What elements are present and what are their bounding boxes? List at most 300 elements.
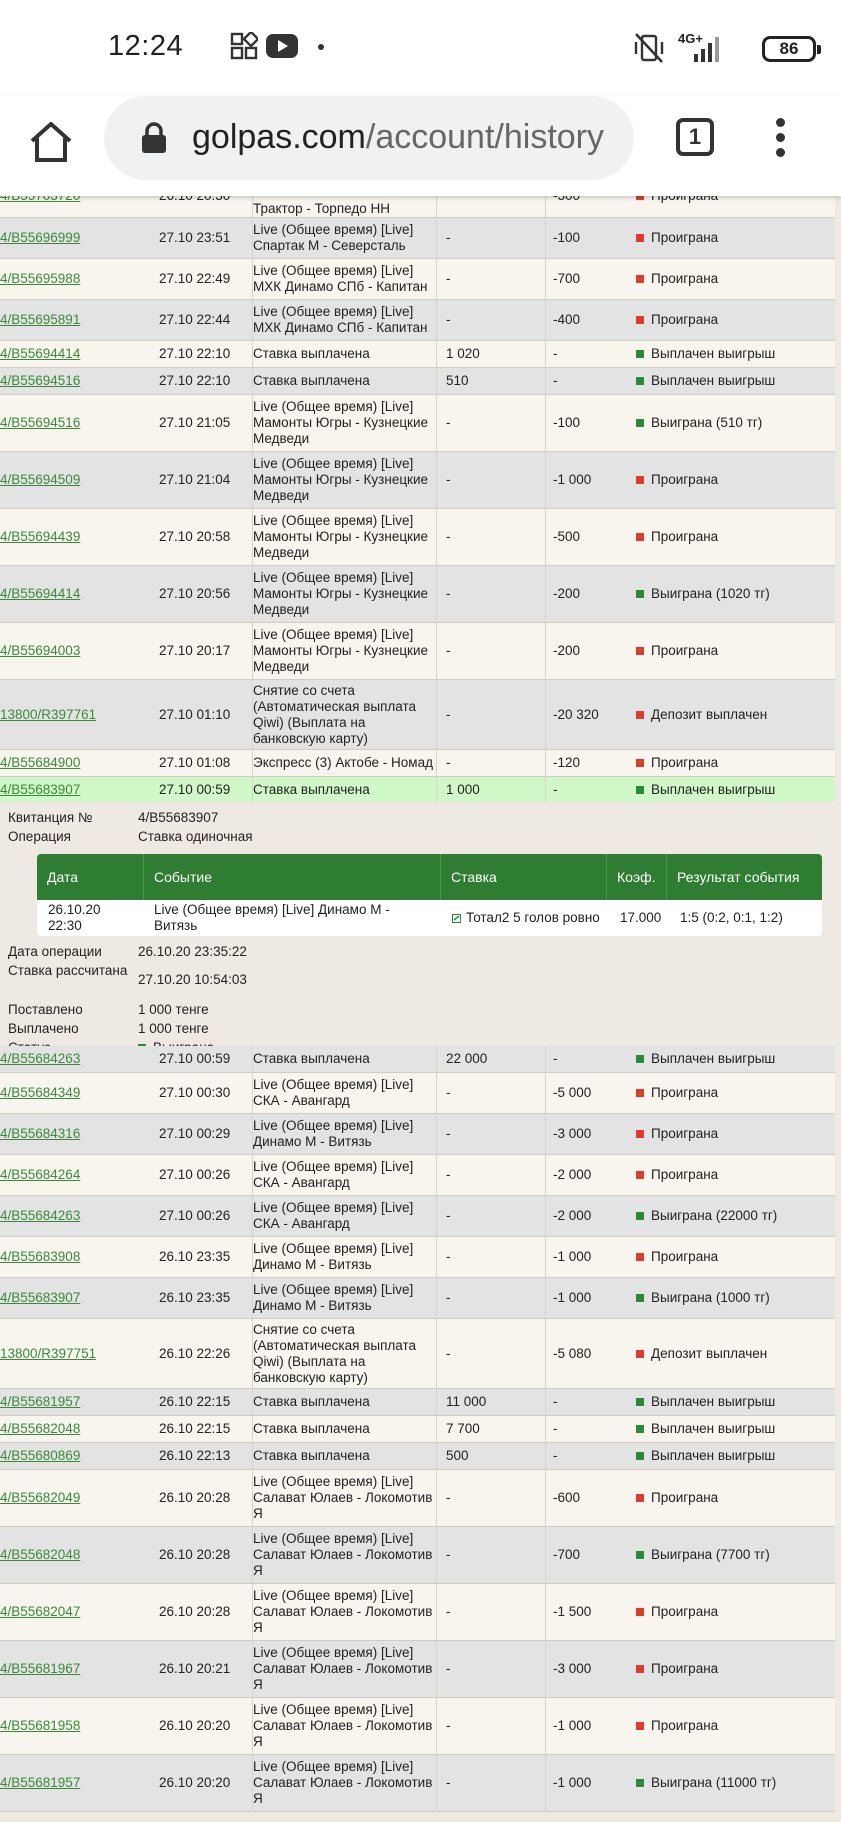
status-square-icon — [636, 1779, 644, 1787]
receipt-cell — [0, 1416, 150, 1442]
receipt-cell — [0, 509, 150, 565]
table-row — [0, 395, 835, 452]
receipt-link[interactable]: 4/B55695988 — [0, 271, 81, 286]
receipt-link[interactable]: 4/B55680869 — [0, 1448, 81, 1463]
date-cell: 26.10 23:35 — [159, 1290, 231, 1305]
stake-cell: - — [436, 395, 538, 451]
event-cell — [252, 1046, 436, 1072]
event-cell — [252, 1196, 436, 1236]
event-text: Live (Общее время) [Live] Мамонты Югры - Кузнецкие Медведи — [253, 627, 429, 674]
stake-cell: - — [436, 218, 538, 258]
status-text: Проиграна — [651, 1490, 719, 1505]
win-cell: -1 000 — [545, 1237, 631, 1277]
header-bet: Ставка — [440, 854, 606, 900]
status-cell — [628, 777, 835, 803]
receipt-link[interactable]: 4/B55681958 — [0, 1718, 81, 1733]
vibrate-off-icon — [632, 32, 666, 64]
table-row — [0, 1443, 835, 1470]
receipt-cell — [0, 1584, 150, 1640]
receipt-cell — [0, 1046, 150, 1072]
win-cell: -700 — [545, 1527, 631, 1583]
receipt-cell — [0, 750, 150, 776]
status-square-icon — [636, 1171, 644, 1179]
receipt-link[interactable]: 13800/R397751 — [0, 1345, 97, 1361]
receipt-cell — [0, 1155, 150, 1195]
table-row — [0, 1278, 835, 1319]
address-bar[interactable] — [104, 96, 634, 180]
event-cell — [252, 566, 436, 622]
status-square-icon — [636, 1130, 644, 1138]
status-square-icon — [636, 350, 644, 358]
event-cell — [252, 259, 436, 299]
date-cell: 27.10 00:26 — [159, 1167, 231, 1182]
date-cell: 27.10 00:59 — [159, 1051, 231, 1066]
status-cell — [628, 259, 835, 299]
status-cell — [628, 750, 835, 776]
receipt-link[interactable]: 4/B55694516 — [0, 373, 81, 388]
more-menu-icon[interactable] — [776, 118, 786, 158]
event-text: Live (Общее время) [Live] СКА - Авангард — [253, 1077, 414, 1108]
status-text: Выплачен выигрыш — [651, 1448, 776, 1463]
event-text: Live (Общее время) [Live] Мамонты Югры - Кузнецкие Медведи — [253, 399, 429, 446]
status-bar — [0, 0, 841, 96]
win-cell: -500 — [545, 509, 631, 565]
receipt-link[interactable]: 4/B55694509 — [0, 472, 81, 487]
status-cell — [628, 1641, 835, 1697]
status-text: Проиграна — [651, 1167, 719, 1182]
calc-value: 27.10.20 10:54:03 — [138, 972, 247, 987]
status-cell — [628, 1319, 835, 1388]
win-cell: -1 000 — [545, 1755, 631, 1811]
receipt-link[interactable]: 4/B55695891 — [0, 312, 81, 327]
status-square-icon — [636, 275, 644, 283]
receipt-link[interactable]: 4/B55682048 — [0, 1421, 81, 1436]
receipt-link[interactable]: 4/B55684264 — [0, 1167, 81, 1182]
receipt-cell — [0, 1698, 150, 1754]
date-cell: 26.10 20:28 — [159, 1490, 231, 1505]
win-cell: -120 — [545, 750, 631, 776]
receipt-link[interactable]: 4/B55696999 — [0, 230, 81, 245]
win-cell: -1 000 — [545, 1278, 631, 1318]
operation-label: Операция — [8, 829, 71, 844]
stake-cell: - — [436, 1641, 538, 1697]
header-result: Результат события — [666, 854, 822, 900]
table-row — [0, 1527, 835, 1584]
status-text: Проиграна — [651, 529, 719, 544]
status-cell — [628, 1237, 835, 1277]
date-cell: 26.10 20:28 — [159, 1604, 231, 1619]
stake-cell: - — [436, 1319, 538, 1388]
event-cell — [252, 1073, 436, 1113]
event-cell — [252, 680, 436, 749]
status-text: Проиграна — [651, 1661, 719, 1676]
tab-switcher-button[interactable]: 1 — [676, 118, 714, 156]
paid-label: Выплачено — [8, 1021, 79, 1036]
status-cell — [628, 1389, 835, 1415]
stake-cell: - — [436, 1237, 538, 1277]
receipt-cell — [0, 1114, 150, 1154]
status-square-icon — [636, 234, 644, 242]
detail-coef: 17.000 — [620, 910, 662, 925]
receipt-link[interactable]: 4/B55681957 — [0, 1394, 81, 1409]
receipt-cell — [0, 452, 150, 508]
status-cell — [628, 566, 835, 622]
status-square-icon — [636, 533, 644, 541]
table-row — [0, 1114, 835, 1155]
event-cell — [252, 1584, 436, 1640]
win-cell: - — [545, 1389, 631, 1415]
table-row — [0, 1389, 835, 1416]
event-text: Ставка выплачена — [253, 1394, 370, 1409]
date-cell: 26.10 22:26 — [159, 1345, 231, 1361]
event-cell — [252, 1114, 436, 1154]
stake-cell: 500 — [436, 1443, 538, 1469]
date-cell: 26.10 22:15 — [159, 1394, 231, 1409]
table-row — [0, 218, 835, 259]
event-cell — [252, 1527, 436, 1583]
stake-cell: - — [436, 1584, 538, 1640]
status-time: 12:24 — [108, 30, 184, 62]
event-cell — [252, 368, 436, 394]
placed-label: Поставлено — [8, 1002, 83, 1017]
notification-dot-icon — [318, 44, 324, 50]
header-date: Дата — [47, 868, 79, 885]
status-cell — [628, 341, 835, 367]
table-row — [0, 1073, 835, 1114]
status-text: Проиграна — [651, 1249, 719, 1264]
status-square-icon — [636, 1494, 644, 1502]
stake-cell: - — [436, 300, 538, 340]
receipt-link[interactable]: 4/B55694439 — [0, 529, 81, 544]
stake-cell: - — [436, 680, 538, 749]
receipt-cell — [0, 1196, 150, 1236]
win-cell: -100 — [545, 218, 631, 258]
win-cell: -5 000 — [545, 1073, 631, 1113]
status-square-icon — [636, 1608, 644, 1616]
status-cell — [628, 1698, 835, 1754]
status-square-icon — [636, 1212, 644, 1220]
stake-cell: - — [436, 1278, 538, 1318]
header-event: Событие — [143, 854, 440, 900]
event-cell — [252, 509, 436, 565]
event-text: Ставка выплачена — [253, 373, 370, 388]
status-cell — [628, 218, 835, 258]
receipt-link[interactable]: 4/B55684263 — [0, 1051, 81, 1066]
receipt-cell — [0, 1641, 150, 1697]
status-square-icon — [636, 1452, 644, 1460]
event-text: Live (Общее время) [Live] Салават Юлаев - Локомотив Я — [253, 1759, 433, 1806]
status-text: Депозит выплачен — [651, 1345, 768, 1361]
detail-event: Live (Общее время) [Live] Динамо М - Витязь — [154, 902, 390, 933]
status-cell — [628, 1278, 835, 1318]
date-cell: 27.10 01:08 — [159, 755, 231, 770]
stake-cell: 22 000 — [436, 1046, 538, 1072]
stake-cell: 510 — [436, 368, 538, 394]
date-cell: 26.10 22:15 — [159, 1421, 231, 1436]
status-cell — [628, 452, 835, 508]
status-text: Выиграна (510 тг) — [651, 415, 763, 430]
event-text: Live (Общее время) [Live] Спартак М - Северсталь — [253, 222, 414, 253]
receipt-link[interactable]: 4/B55694516 — [0, 415, 81, 430]
status-square-icon — [636, 1398, 644, 1406]
stake-cell: - — [436, 452, 538, 508]
event-text: Трактор - Торпедо НН — [253, 201, 390, 216]
receipt-link[interactable]: 4/B55682048 — [0, 1547, 81, 1562]
stake-cell: - — [436, 1755, 538, 1811]
receipt-cell — [0, 1278, 150, 1318]
date-cell: 27.10 00:30 — [159, 1085, 231, 1100]
receipt-link[interactable]: 4/B55694414 — [0, 346, 81, 361]
event-text: Ставка выплачена — [253, 1421, 370, 1436]
receipt-link[interactable]: 13800/R397761 — [0, 706, 97, 722]
stake-cell: - — [436, 1196, 538, 1236]
placed-value: 1 000 тенге — [138, 1002, 209, 1017]
event-text: Live (Общее время) [Live] Динамо М - Витязь — [253, 1282, 414, 1313]
stake-cell: - — [436, 509, 538, 565]
receipt-cell — [0, 1443, 150, 1469]
receipt-cell — [0, 300, 150, 340]
detail-date: 26.10.20 22:30 — [48, 902, 101, 933]
date-cell: 26.10 20:20 — [159, 1718, 231, 1733]
date-cell: 27.10 21:04 — [159, 472, 231, 487]
win-cell: - — [545, 1443, 631, 1469]
status-square-icon — [636, 377, 644, 385]
status-text: Выиграна (1020 тг) — [651, 586, 770, 601]
date-cell: 27.10 20:56 — [159, 586, 231, 601]
stake-cell: - — [436, 1698, 538, 1754]
status-cell — [628, 300, 835, 340]
win-cell: - — [545, 341, 631, 367]
win-cell: -20 320 — [545, 680, 631, 749]
receipt-link[interactable]: 4/B55683908 — [0, 1249, 81, 1264]
status-cell — [628, 1755, 835, 1811]
url-text — [192, 118, 604, 157]
status-text: Проиграна — [651, 1718, 719, 1733]
status-square-icon — [636, 1253, 644, 1261]
battery-indicator: 86 — [762, 36, 816, 62]
status-square-icon — [636, 711, 644, 719]
status-text: Проиграна — [651, 271, 719, 286]
status-text: Выиграна (22000 тг) — [651, 1208, 778, 1223]
status-square-icon — [636, 590, 644, 598]
receipt-cell — [0, 777, 150, 803]
bet-type-icon — [452, 914, 461, 923]
table-row — [0, 1046, 835, 1073]
calc-label: Ставка рассчитана — [8, 963, 128, 978]
win-cell: -3 000 — [545, 1641, 631, 1697]
win-cell: - — [545, 777, 631, 803]
date-cell: 26.10 23:35 — [159, 1249, 231, 1264]
event-text: Live (Общее время) [Live] Динамо М - Витязь — [253, 1118, 414, 1149]
status-cell — [628, 1584, 835, 1640]
stake-cell: 11 000 — [436, 1389, 538, 1415]
receipt-link[interactable]: 4/B55694003 — [0, 643, 81, 658]
event-text: Снятие со счета (Автоматическая выплата Qiwi) (Выплата на банковскую карту) — [253, 682, 417, 746]
status-square-icon — [636, 786, 644, 794]
date-cell: 27.10 00:59 — [159, 782, 231, 797]
table-row — [0, 566, 835, 623]
stake-cell: 1 020 — [436, 341, 538, 367]
stake-cell: - — [436, 1155, 538, 1195]
op-date-label: Дата операции — [8, 944, 102, 959]
date-cell: 27.10 22:44 — [159, 312, 231, 327]
status-cell — [628, 1416, 835, 1442]
receipt-cell — [0, 395, 150, 451]
status-text: Проиграна — [651, 1126, 719, 1141]
event-text: Ставка выплачена — [253, 346, 370, 361]
date-cell: 27.10 20:58 — [159, 529, 231, 544]
event-text: Live (Общее время) [Live] СКА - Авангард — [253, 1200, 414, 1231]
status-text: Выплачен выигрыш — [651, 1051, 776, 1066]
event-text: Ставка выплачена — [253, 782, 370, 797]
event-cell — [252, 395, 436, 451]
win-cell: -1 000 — [545, 452, 631, 508]
win-cell: -2 000 — [545, 1196, 631, 1236]
status-text: Выиграна (7700 тг) — [651, 1547, 770, 1562]
table-row — [0, 1470, 835, 1527]
date-cell: 27.10 22:49 — [159, 271, 231, 286]
home-icon[interactable] — [28, 119, 74, 165]
receipt-link[interactable]: 4/B55683907 — [0, 1290, 81, 1305]
status-text: Выплачен выигрыш — [651, 373, 776, 388]
receipt-cell — [0, 341, 150, 367]
date-cell: 26.10 22:13 — [159, 1448, 231, 1463]
receipt-cell — [0, 368, 150, 394]
event-cell — [252, 341, 436, 367]
date-cell: 27.10 00:29 — [159, 1126, 231, 1141]
operation-value: Ставка одиночная — [138, 829, 253, 844]
network-type: 4G+ — [678, 31, 703, 46]
status-square-icon — [636, 1722, 644, 1730]
status-text: Проиграна — [651, 755, 719, 770]
status-cell — [628, 623, 835, 679]
receipt-link[interactable]: 4/B55682047 — [0, 1604, 81, 1619]
apps-grid-icon — [230, 32, 258, 60]
table-row — [0, 1237, 835, 1278]
status-text: Проиграна — [651, 1085, 719, 1100]
status-cell — [628, 1443, 835, 1469]
win-cell: - — [545, 368, 631, 394]
status-square-icon — [636, 476, 644, 484]
bet-detail-table — [37, 854, 822, 936]
receipt-link[interactable]: 4/B55681967 — [0, 1661, 81, 1676]
event-cell — [252, 1470, 436, 1526]
status-square-icon — [636, 1055, 644, 1063]
receipt-link[interactable]: 4/B55684900 — [0, 755, 81, 770]
table-row — [0, 452, 835, 509]
table-row — [0, 509, 835, 566]
status-text: Выплачен выигрыш — [651, 1394, 776, 1409]
stake-cell: - — [436, 1073, 538, 1113]
receipt-value: 4/B55683907 — [138, 810, 219, 825]
stake-cell: 7 700 — [436, 1416, 538, 1442]
date-cell: 26.10 20:20 — [159, 1775, 231, 1790]
bet-detail-panel — [0, 802, 835, 1046]
event-text: Live (Общее время) [Live] Динамо М - Витязь — [253, 1241, 414, 1272]
browser-toolbar — [0, 96, 841, 196]
status-text: Проиграна — [651, 1604, 719, 1619]
stake-cell: - — [436, 1470, 538, 1526]
event-cell — [252, 300, 436, 340]
stake-cell: - — [436, 259, 538, 299]
date-cell: 27.10 23:51 — [159, 230, 231, 245]
table-row — [0, 1584, 835, 1641]
status-square-icon — [636, 316, 644, 324]
event-text: Live (Общее время) [Live] Мамонты Югры - Кузнецкие Медведи — [253, 513, 429, 560]
status-square-icon — [636, 1425, 644, 1433]
event-cell — [252, 777, 436, 803]
receipt-link[interactable]: 4/B55682049 — [0, 1490, 81, 1505]
receipt-cell — [0, 1073, 150, 1113]
status-square-icon — [636, 1665, 644, 1673]
win-cell: -1 500 — [545, 1584, 631, 1640]
table-row — [0, 1155, 835, 1196]
event-text: Live (Общее время) [Live] МХК Динамо СПб - Капитан — [253, 304, 428, 335]
receipt-cell — [0, 1237, 150, 1277]
lock-icon — [140, 122, 168, 154]
date-cell: 26.10 20:21 — [159, 1661, 231, 1676]
win-cell: -600 — [545, 1470, 631, 1526]
receipt-link[interactable]: 4/B55684316 — [0, 1126, 81, 1141]
event-text: Live (Общее время) [Live] Салават Юлаев - Локомотив Я — [253, 1645, 433, 1692]
bet-detail-header — [37, 854, 822, 900]
receipt-link[interactable]: 4/B55684349 — [0, 1085, 81, 1100]
event-cell — [252, 623, 436, 679]
receipt-cell — [0, 1319, 150, 1388]
event-text: Live (Общее время) [Live] Салават Юлаев - Локомотив Я — [253, 1531, 433, 1578]
receipt-link[interactable]: 4/B55683907 — [0, 782, 81, 797]
win-cell: -5 080 — [545, 1319, 631, 1388]
status-text: Проиграна — [651, 230, 719, 245]
receipt-cell — [0, 623, 150, 679]
status-cell — [628, 1155, 835, 1195]
status-square-icon — [636, 419, 644, 427]
win-cell: -2 000 — [545, 1155, 631, 1195]
receipt-cell — [0, 680, 150, 749]
status-text: Проиграна — [651, 312, 719, 327]
event-cell — [252, 1155, 436, 1195]
op-date-value: 26.10.20 23:35:22 — [138, 944, 247, 959]
date-cell: 27.10 21:05 — [159, 415, 231, 430]
receipt-link[interactable]: 4/B55694414 — [0, 586, 81, 601]
receipt-link[interactable]: 4/B55681957 — [0, 1775, 81, 1790]
header-coef: Коэф. — [606, 854, 666, 900]
url-domain: golpas.com — [192, 118, 366, 156]
table-row — [0, 623, 835, 680]
event-text: Live (Общее время) [Live] МХК Динамо СПб - Капитан — [253, 263, 428, 294]
receipt-cell — [0, 218, 150, 258]
receipt-link[interactable]: 4/B55684263 — [0, 1208, 81, 1223]
event-text: Live (Общее время) [Live] Салават Юлаев - Локомотив Я — [253, 1702, 433, 1749]
url-path: /account/history — [365, 118, 604, 156]
stake-cell: - — [436, 623, 538, 679]
event-text: Ставка выплачена — [253, 1448, 370, 1463]
stake-cell: - — [436, 1114, 538, 1154]
event-cell — [252, 750, 436, 776]
stake-cell: - — [436, 1527, 538, 1583]
event-cell — [252, 1698, 436, 1754]
status-square-icon — [636, 1089, 644, 1097]
event-text: Ставка выплачена — [253, 1051, 370, 1066]
event-cell — [252, 1755, 436, 1811]
event-text: Live (Общее время) [Live] Мамонты Югры - Кузнецкие Медведи — [253, 456, 429, 503]
table-row — [0, 1416, 835, 1443]
date-cell: 27.10 01:10 — [159, 706, 231, 722]
win-cell: - — [545, 1416, 631, 1442]
win-cell: -3 000 — [545, 1114, 631, 1154]
win-cell: -100 — [545, 395, 631, 451]
receipt-cell — [0, 566, 150, 622]
